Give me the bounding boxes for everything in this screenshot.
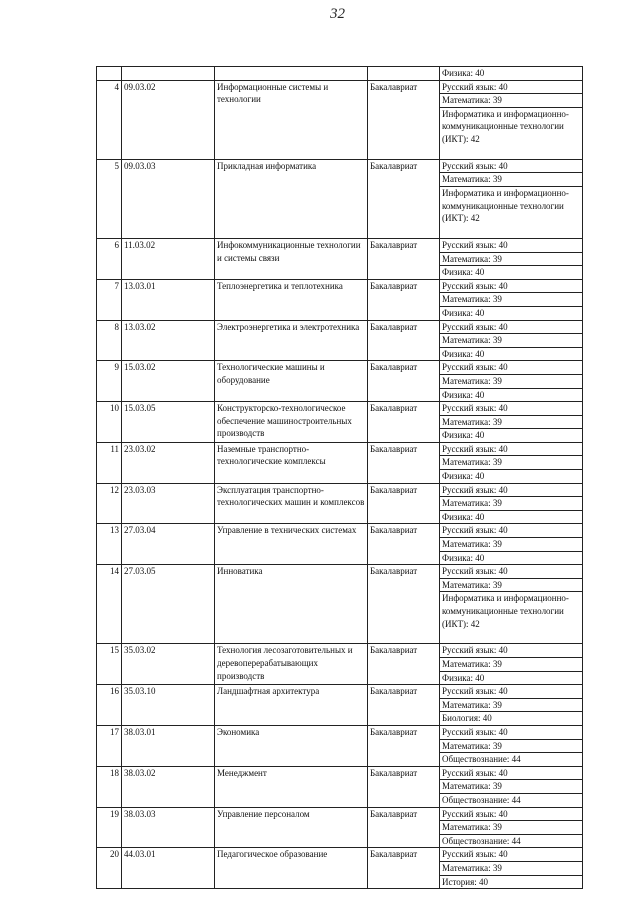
program-code: 23.03.03 [122,483,215,524]
program-name: Электроэнергетика и электротехника [215,320,368,361]
table-row [97,442,583,456]
education-level: Бакалавриат [368,565,440,644]
table-row [97,361,583,375]
entrance-exam-min-score: Биология: 40 [440,712,583,726]
education-level: Бакалавриат [368,159,440,238]
programs-table [96,66,583,889]
program-code: 27.03.05 [122,565,215,644]
education-level: Бакалавриат [368,442,440,483]
program-code: 15.03.02 [122,361,215,402]
program-code: 13.03.01 [122,279,215,320]
table-row [97,320,583,334]
education-level [368,67,440,81]
row-number: 9 [97,361,122,402]
education-level: Бакалавриат [368,807,440,848]
row-number: 10 [97,402,122,443]
row-number: 13 [97,524,122,565]
program-name: Теплоэнергетика и теплотехника [215,279,368,320]
entrance-exam-min-score: Русский язык: 40 [440,685,583,699]
entrance-exam-min-score: Русский язык: 40 [440,565,583,579]
education-level: Бакалавриат [368,279,440,320]
program-name: Инфокоммуникационные технологии и системы связи [215,238,368,279]
education-level: Бакалавриат [368,238,440,279]
program-code: 27.03.04 [122,524,215,565]
education-level: Бакалавриат [368,402,440,443]
entrance-exam-min-score: Русский язык: 40 [440,524,583,538]
row-number [97,67,122,81]
program-name: Прикладная информатика [215,159,368,238]
table-row [97,685,583,699]
entrance-exam-min-score: Математика: 39 [440,497,583,511]
row-number: 20 [97,848,122,889]
entrance-exam-min-score: Русский язык: 40 [440,644,583,658]
program-code: 38.03.01 [122,725,215,766]
row-number: 17 [97,725,122,766]
row-number: 6 [97,238,122,279]
program-code: 23.03.02 [122,442,215,483]
entrance-exam-min-score: Физика: 40 [440,671,583,685]
entrance-exam-min-score: Физика: 40 [440,67,583,81]
entrance-exam-min-score: Физика: 40 [440,429,583,443]
entrance-exam-min-score: Информатика и информационно-коммуникационные технологии (ИКТ): 42 [440,107,583,159]
education-level: Бакалавриат [368,725,440,766]
row-number: 16 [97,685,122,726]
row-number: 14 [97,565,122,644]
program-name: Ландшафтная архитектура [215,685,368,726]
program-code: 38.03.02 [122,766,215,807]
entrance-exam-min-score: Математика: 39 [440,94,583,108]
table-row [97,483,583,497]
program-code: 44.03.01 [122,848,215,889]
education-level: Бакалавриат [368,320,440,361]
program-name: Эксплуатация транспортно-технологических машин и комплексов [215,483,368,524]
entrance-exam-min-score: Русский язык: 40 [440,80,583,94]
program-code [122,67,215,81]
entrance-exam-min-score: Математика: 39 [440,578,583,592]
entrance-exam-min-score: Физика: 40 [440,347,583,361]
table-row [97,238,583,252]
program-name: Информационные системы и технологии [215,80,368,159]
entrance-exam-min-score: Русский язык: 40 [440,725,583,739]
program-code: 11.03.02 [122,238,215,279]
entrance-exam-min-score: Физика: 40 [440,470,583,484]
program-name: Менеджмент [215,766,368,807]
entrance-exam-min-score: Информатика и информационно-коммуникационные технологии (ИКТ): 42 [440,186,583,238]
program-name [215,67,368,81]
entrance-exam-min-score: Математика: 39 [440,538,583,552]
entrance-exam-min-score: Русский язык: 40 [440,402,583,416]
entrance-exam-min-score: Математика: 39 [440,415,583,429]
row-number: 18 [97,766,122,807]
program-name: Управление персоналом [215,807,368,848]
entrance-exam-min-score: История: 40 [440,875,583,889]
program-name: Технологические машины и оборудование [215,361,368,402]
program-name: Экономика [215,725,368,766]
program-code: 13.03.02 [122,320,215,361]
table-row [97,565,583,579]
education-level: Бакалавриат [368,524,440,565]
entrance-exam-min-score: Русский язык: 40 [440,361,583,375]
programs-table-body [97,67,583,889]
program-name: Технология лесозаготовительных и деревоперерабатывающих производств [215,644,368,685]
program-code: 09.03.02 [122,80,215,159]
entrance-exam-min-score: Математика: 39 [440,698,583,712]
entrance-exam-min-score: Физика: 40 [440,388,583,402]
table-row [97,725,583,739]
education-level: Бакалавриат [368,766,440,807]
table-row [97,159,583,173]
entrance-exam-min-score: Русский язык: 40 [440,159,583,173]
table-row [97,807,583,821]
entrance-exam-min-score: Русский язык: 40 [440,807,583,821]
program-name: Инноватика [215,565,368,644]
entrance-exam-min-score: Физика: 40 [440,266,583,280]
row-number: 19 [97,807,122,848]
entrance-exam-min-score: Математика: 39 [440,780,583,794]
row-number: 7 [97,279,122,320]
program-code: 15.03.05 [122,402,215,443]
table-row [97,402,583,416]
program-name: Конструкторско-технологическое обеспечение машиностроительных производств [215,402,368,443]
page-number: 32 [330,6,345,22]
entrance-exam-min-score: Физика: 40 [440,306,583,320]
entrance-exam-min-score: Математика: 39 [440,861,583,875]
table-row [97,766,583,780]
entrance-exam-min-score: Математика: 39 [440,456,583,470]
entrance-exam-min-score: Математика: 39 [440,658,583,672]
education-level: Бакалавриат [368,848,440,889]
row-number: 8 [97,320,122,361]
entrance-exam-min-score: Русский язык: 40 [440,766,583,780]
entrance-exam-min-score: Русский язык: 40 [440,848,583,862]
row-number: 15 [97,644,122,685]
education-level: Бакалавриат [368,80,440,159]
table-row [97,80,583,94]
entrance-exam-min-score: Обществознание: 44 [440,793,583,807]
entrance-exam-min-score: Математика: 39 [440,821,583,835]
entrance-exam-min-score: Русский язык: 40 [440,279,583,293]
row-number: 12 [97,483,122,524]
entrance-exam-min-score: Обществознание: 44 [440,753,583,767]
table-row [97,848,583,862]
entrance-exam-min-score: Русский язык: 40 [440,483,583,497]
program-code: 38.03.03 [122,807,215,848]
education-level: Бакалавриат [368,685,440,726]
education-level: Бакалавриат [368,483,440,524]
education-level: Бакалавриат [368,361,440,402]
entrance-exam-min-score: Математика: 39 [440,334,583,348]
entrance-exam-min-score: Математика: 39 [440,739,583,753]
entrance-exam-min-score: Физика: 40 [440,551,583,565]
program-code: 35.03.02 [122,644,215,685]
table-row [97,67,583,81]
entrance-exam-min-score: Обществознание: 44 [440,834,583,848]
program-name: Управление в технических системах [215,524,368,565]
education-level: Бакалавриат [368,644,440,685]
program-name: Педагогическое образование [215,848,368,889]
entrance-exam-min-score: Русский язык: 40 [440,320,583,334]
entrance-exam-min-score: Русский язык: 40 [440,442,583,456]
row-number: 4 [97,80,122,159]
entrance-exam-min-score: Русский язык: 40 [440,238,583,252]
entrance-exam-min-score: Физика: 40 [440,510,583,524]
entrance-exam-min-score: Математика: 39 [440,293,583,307]
entrance-exam-min-score: Математика: 39 [440,252,583,266]
row-number: 11 [97,442,122,483]
entrance-exam-min-score: Математика: 39 [440,374,583,388]
entrance-exam-min-score: Математика: 39 [440,173,583,187]
program-name: Наземные транспортно-технологические комплексы [215,442,368,483]
program-code: 09.03.03 [122,159,215,238]
program-code: 35.03.10 [122,685,215,726]
table-row [97,524,583,538]
row-number: 5 [97,159,122,238]
entrance-exam-min-score: Информатика и информационно-коммуникационные технологии (ИКТ): 42 [440,592,583,644]
table-row [97,279,583,293]
table-row [97,644,583,658]
